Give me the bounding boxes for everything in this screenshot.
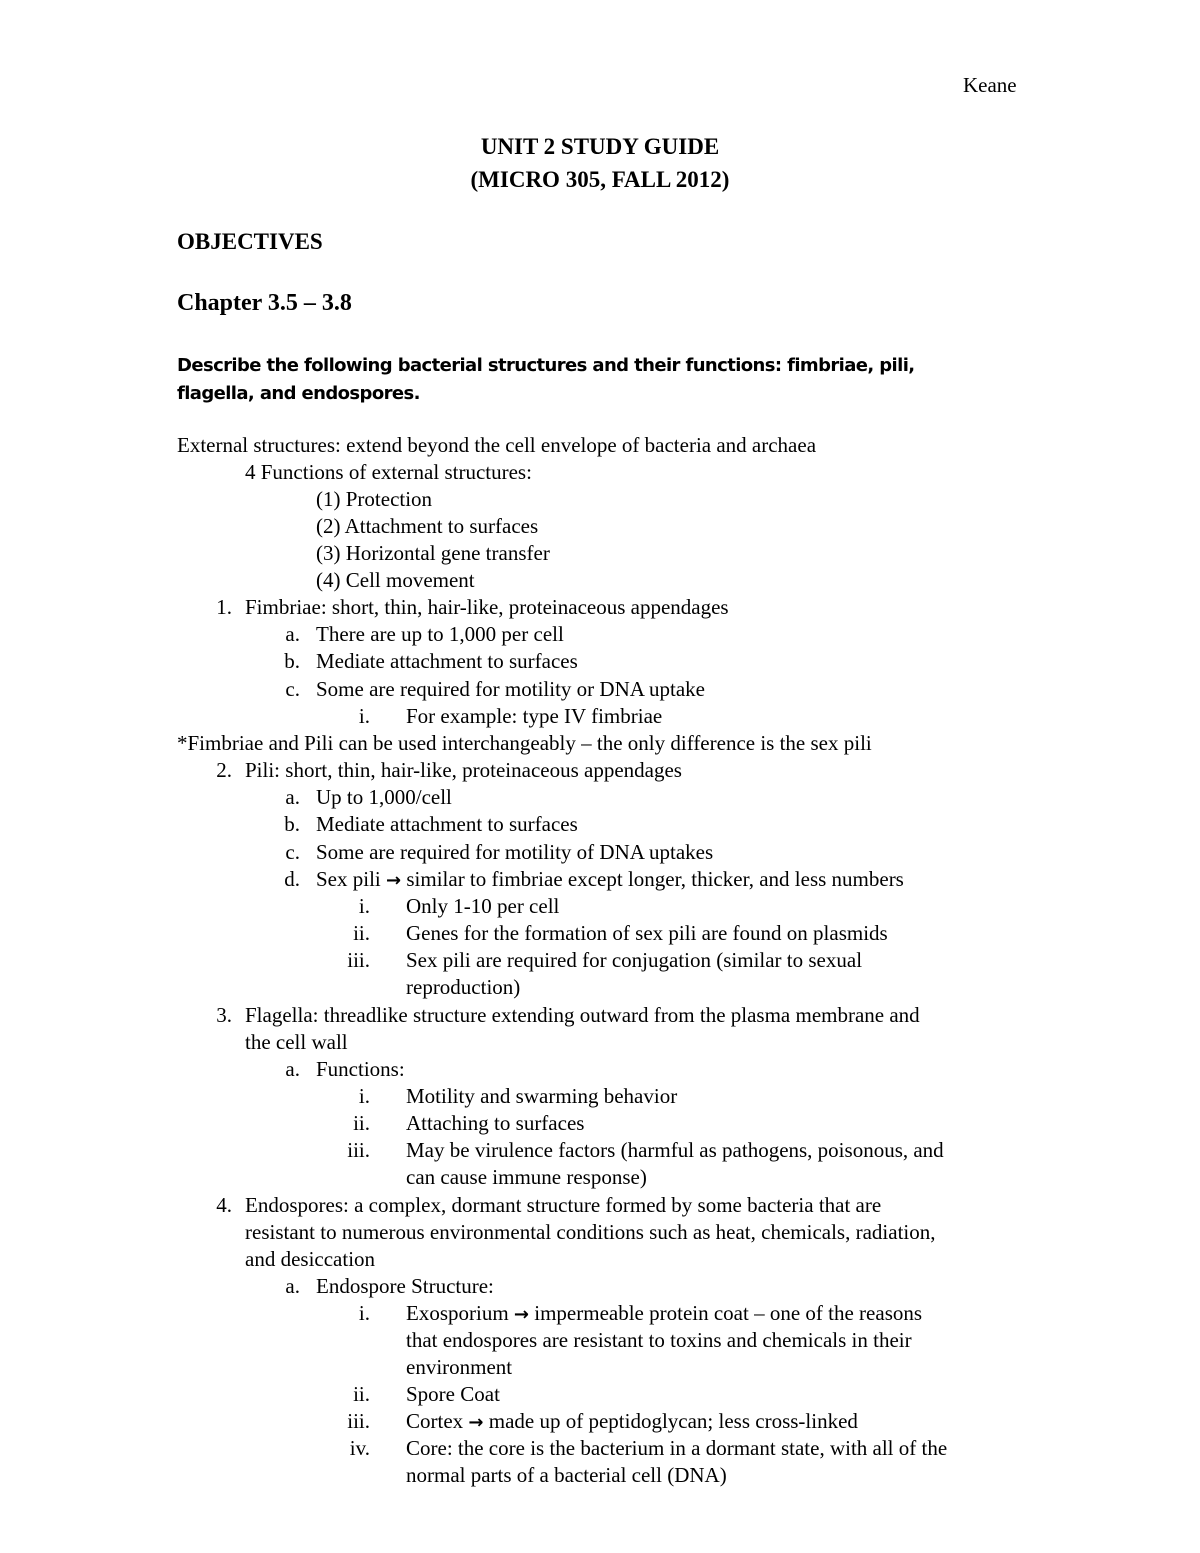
list-item: Core: the core is the bacterium in a dormant state, with all of the	[406, 1436, 948, 1460]
list-item	[316, 866, 904, 894]
fimbriae-text: Fimbriae: short, thin, hair-like, proteinaceous appendages	[245, 595, 729, 619]
list-item-continuation: that endospores are resistant to toxins and chemicals in their	[406, 1328, 912, 1352]
list-item-text: impermeable protein coat – one of the reasons	[529, 1301, 923, 1325]
fimbriae-pili-note: *Fimbriae and Pili can be used interchangeably – the only difference is the sex pili	[177, 731, 872, 755]
function-item: (1) Protection	[316, 487, 433, 511]
arrow-right-icon: →	[386, 870, 402, 891]
function-item: (3) Horizontal gene transfer	[316, 541, 550, 565]
prompt-line1: Describe the following bacterial structures and their functions: fimbriae, pili,	[177, 355, 915, 376]
list-item-continuation: normal parts of a bacterial cell (DNA)	[406, 1463, 727, 1487]
list-item: Spore Coat	[406, 1382, 500, 1406]
list-item: Some are required for motility of DNA uptakes	[316, 840, 714, 864]
list-item: May be virulence factors (harmful as pathogens, poisonous, and	[406, 1138, 944, 1162]
list-marker: iii.	[347, 1409, 370, 1433]
list-marker: b.	[284, 812, 300, 836]
list-marker: i.	[358, 704, 370, 728]
list-marker: c.	[285, 677, 300, 701]
list-marker: a.	[285, 622, 300, 646]
list-marker: 1.	[216, 595, 232, 619]
function-item: (2) Attachment to surfaces	[316, 514, 539, 538]
list-item-text: made up of peptidoglycan; less cross-linked	[483, 1409, 858, 1433]
list-marker: i.	[358, 894, 370, 918]
flagella-text-continuation: the cell wall	[245, 1030, 348, 1054]
list-marker: i.	[358, 1084, 370, 1108]
list-marker: ii.	[353, 1382, 370, 1406]
list-marker: ii.	[353, 1111, 370, 1135]
list-item-continuation: reproduction)	[406, 975, 521, 999]
function-item: (4) Cell movement	[316, 568, 475, 592]
list-marker: ii.	[353, 921, 370, 945]
list-item: Attaching to surfaces	[406, 1111, 585, 1135]
list-item	[406, 1300, 922, 1328]
list-item-continuation: can cause immune response)	[406, 1165, 647, 1189]
list-item: Up to 1,000/cell	[316, 785, 452, 809]
list-marker: 2.	[216, 758, 232, 782]
list-marker: c.	[285, 840, 300, 864]
endospores-text-continuation: and desiccation	[245, 1247, 376, 1271]
list-item-text: Sex pili	[316, 867, 387, 891]
list-marker: iii.	[347, 948, 370, 972]
functions-heading: 4 Functions of external structures:	[245, 460, 532, 484]
list-item: There are up to 1,000 per cell	[316, 622, 564, 646]
list-marker: a.	[285, 785, 300, 809]
list-marker: 4.	[216, 1193, 232, 1217]
arrow-right-icon: →	[468, 1412, 484, 1433]
prompt-line2: flagella, and endospores.	[177, 383, 420, 404]
pili-text: Pili: short, thin, hair-like, proteinaceous appendages	[245, 758, 682, 782]
list-marker: 3.	[216, 1003, 232, 1027]
list-item: Endospore Structure:	[316, 1274, 494, 1298]
list-item	[406, 1408, 858, 1436]
chapter-heading: Chapter 3.5 – 3.8	[177, 290, 352, 316]
author-name: Keane	[963, 73, 1017, 97]
list-item: Mediate attachment to surfaces	[316, 812, 578, 836]
list-item: Genes for the formation of sex pili are found on plasmids	[406, 921, 888, 945]
external-structures-text: External structures: extend beyond the cell envelope of bacteria and archaea	[177, 433, 817, 457]
document-title-line2: (MICRO 305, FALL 2012)	[470, 167, 730, 192]
endospores-text-continuation: resistant to numerous environmental conditions such as heat, chemicals, radiation,	[245, 1220, 936, 1244]
list-item: Only 1-10 per cell	[406, 894, 560, 918]
list-item-text: Cortex	[406, 1409, 469, 1433]
document-title-line1: UNIT 2 STUDY GUIDE	[480, 134, 720, 159]
list-marker: a.	[285, 1057, 300, 1081]
list-item-continuation: environment	[406, 1355, 513, 1379]
list-item: Motility and swarming behavior	[406, 1084, 678, 1108]
list-item: Sex pili are required for conjugation (similar to sexual	[406, 948, 863, 972]
list-marker: d.	[284, 867, 300, 891]
list-item: Functions:	[316, 1057, 405, 1081]
flagella-text: Flagella: threadlike structure extending outward from the plasma membrane and	[245, 1003, 920, 1027]
list-marker: iii.	[347, 1138, 370, 1162]
list-marker: b.	[284, 649, 300, 673]
list-item: Some are required for motility or DNA uptake	[316, 677, 705, 701]
list-marker: i.	[358, 1301, 370, 1325]
list-item: Mediate attachment to surfaces	[316, 649, 578, 673]
list-item-text: Exosporium	[406, 1301, 514, 1325]
list-item: For example: type IV fimbriae	[406, 704, 663, 728]
list-marker: a.	[285, 1274, 300, 1298]
endospores-text: Endospores: a complex, dormant structure formed by some bacteria that are	[245, 1193, 882, 1217]
list-item-text: similar to fimbriae except longer, thicker, and less numbers	[401, 867, 904, 891]
arrow-right-icon: →	[513, 1304, 530, 1325]
objectives-heading: OBJECTIVES	[177, 229, 323, 254]
list-marker: iv.	[349, 1436, 370, 1460]
